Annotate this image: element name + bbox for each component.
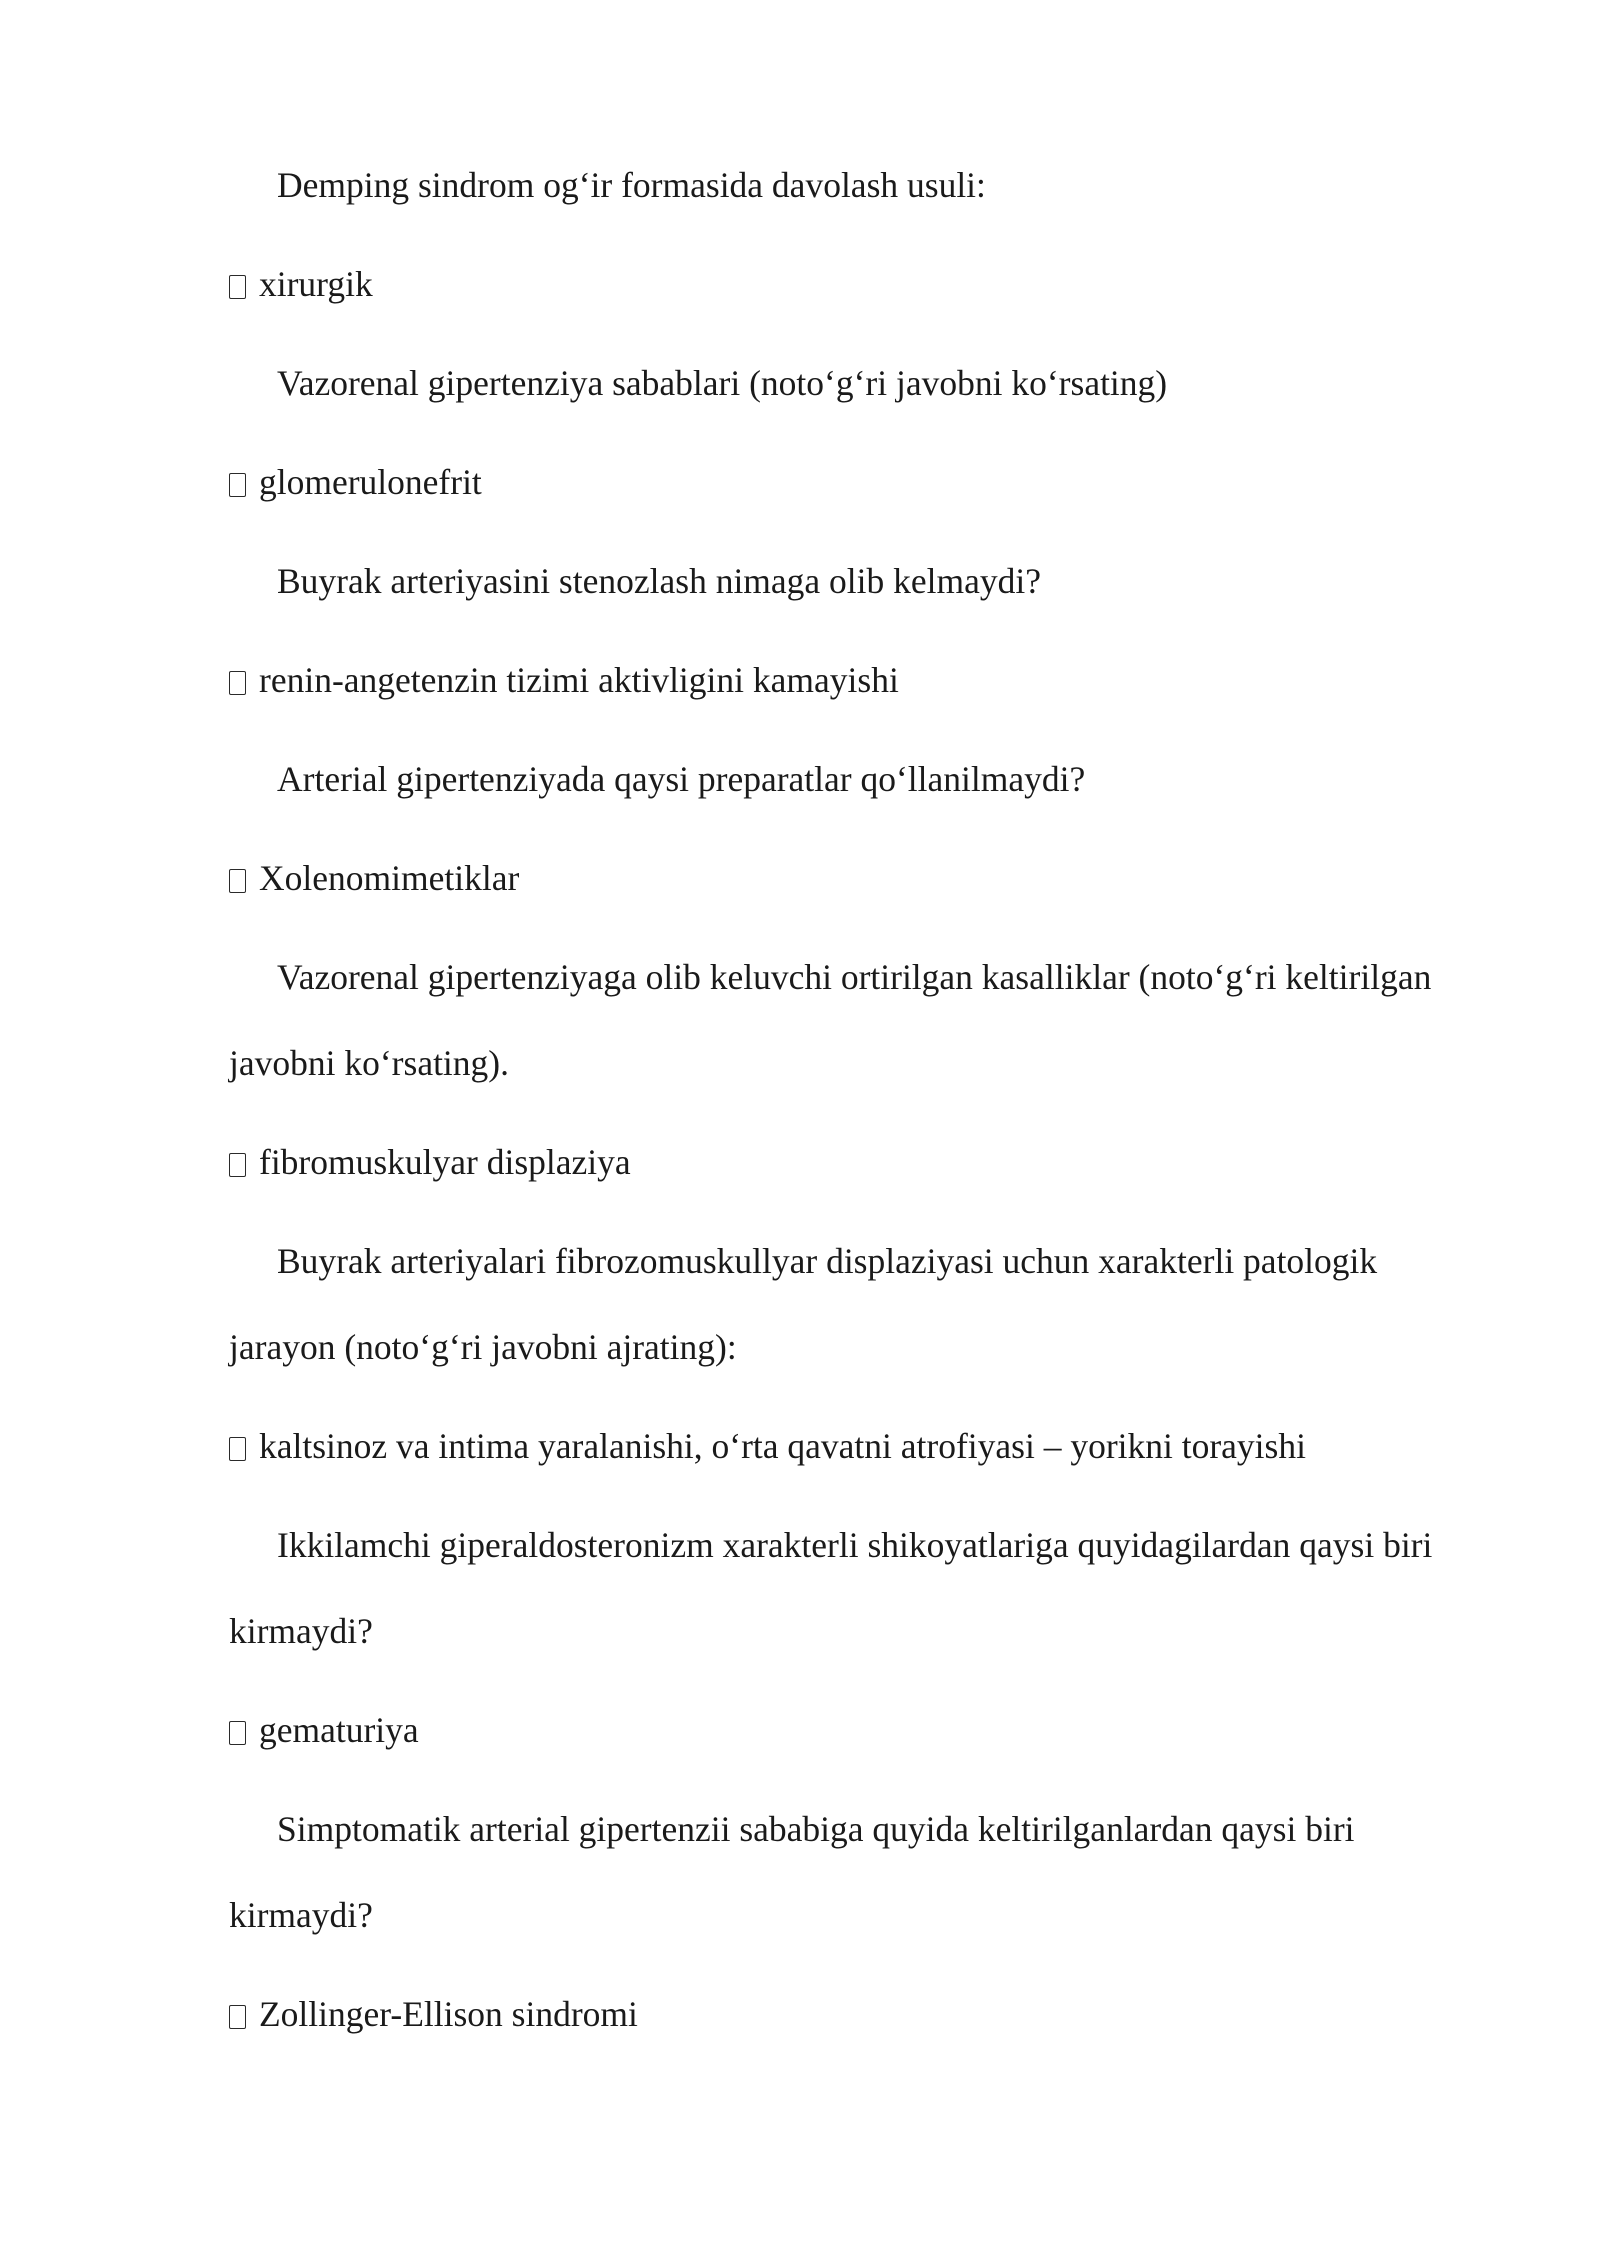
answer-item [229,1971,1461,2057]
question-text: Demping sindrom og‘ir formasida davolash usuli: [277,165,986,205]
answer-item [229,241,1461,327]
answer-item [229,1687,1461,1773]
answer-text: gematuriya [259,1710,419,1750]
answer-text: Xolenomimetiklar [259,858,520,898]
question-text: Buyrak arteriyalari fibrozomuskullyar displaziyasi uchun xarakterli patologik jarayon (noto‘g‘ri javobni ajrating): [229,1241,1378,1367]
answer-text: renin-angetenzin tizimi aktivligini kamayishi [259,660,899,700]
answer-marker-icon [229,473,246,497]
answer-text: fibromuskulyar displaziya [259,1142,631,1182]
answer-text: xirurgik [259,264,373,304]
answer-marker-icon [229,1437,246,1461]
answer-marker-icon [229,2005,246,2029]
answer-marker-icon [229,1721,246,1745]
answer-text: glomerulonefrit [259,462,482,502]
answer-marker-icon [229,275,246,299]
question-text: Simptomatik arterial gipertenzii sababiga quyida keltirilganlardan qaysi biri kirmaydi? [229,1809,1355,1935]
answer-item [229,1403,1461,1489]
answer-item [229,439,1461,525]
question-text: Ikkilamchi giperaldosteronizm xarakterli shikoyatlariga quyidagilardan qaysi biri kirmaydi? [229,1525,1433,1651]
question-text: Buyrak arteriyasini stenozlash nimaga olib kelmaydi? [277,561,1042,601]
question-text: Vazorenal gipertenziya sabablari (noto‘g‘ri javobni ko‘rsating) [277,363,1168,403]
answer-item [229,835,1461,921]
answer-item [229,637,1461,723]
question-text: Vazorenal gipertenziyaga olib keluvchi ortirilgan kasalliklar (noto‘g‘ri keltirilgan javobni ko‘rsating). [229,957,1432,1083]
answer-text: Zollinger-Ellison sindromi [259,1994,638,2034]
answer-marker-icon [229,1153,246,1177]
document-body [229,142,1461,2070]
question-text: Arterial gipertenziyada qaysi preparatlar qo‘llanilmaydi? [277,759,1086,799]
answer-text: kaltsinoz va intima yaralanishi, o‘rta qavatni atrofiyasi – yorikni torayishi [259,1426,1306,1466]
answer-item [229,1119,1461,1205]
answer-marker-icon [229,671,246,695]
answer-marker-icon [229,869,246,893]
